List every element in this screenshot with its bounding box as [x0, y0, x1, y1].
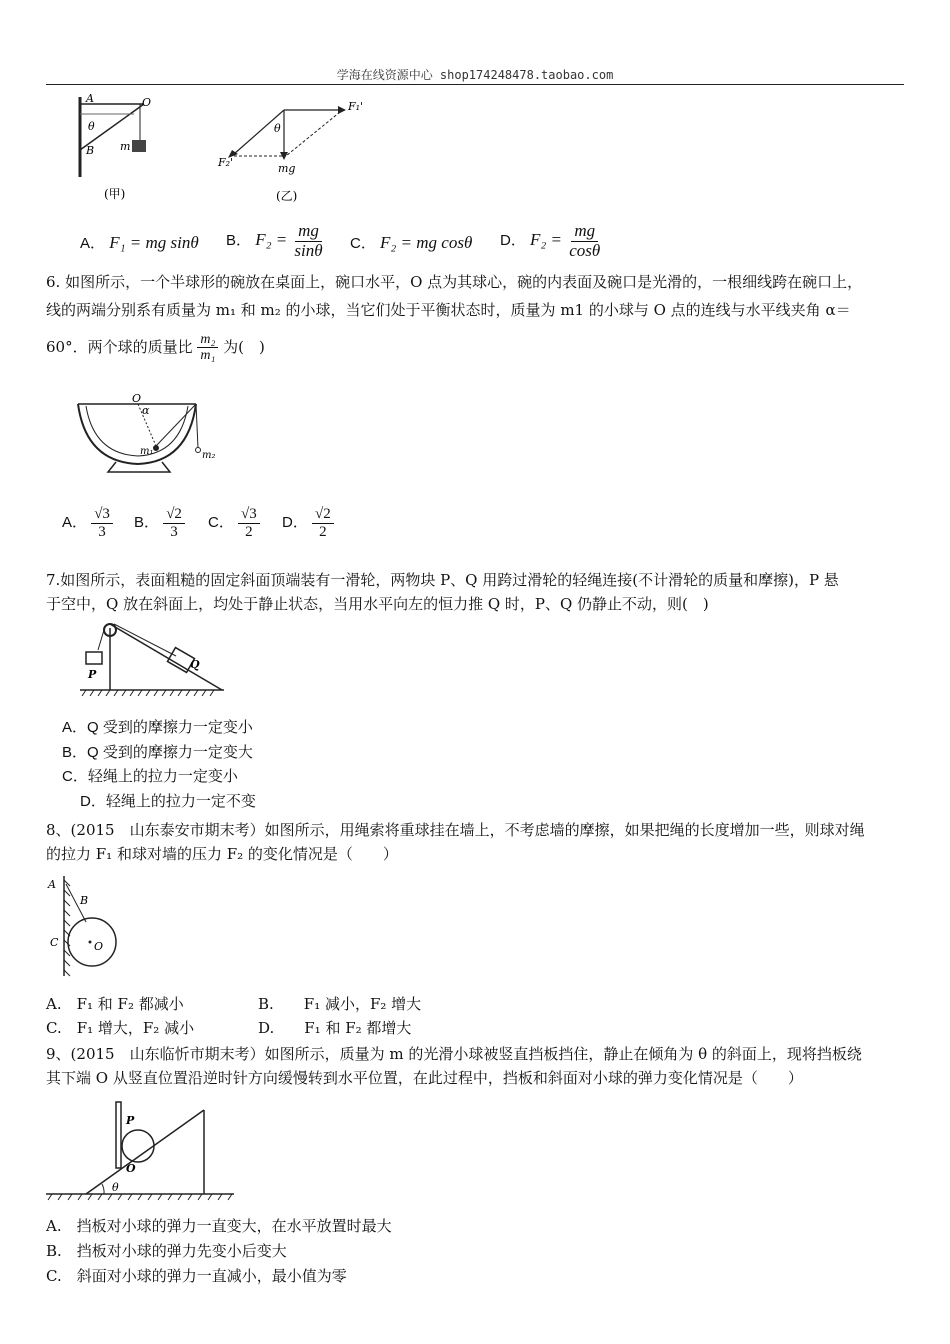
label-B: B [80, 894, 89, 907]
label-A: A [86, 92, 94, 105]
header-rule [46, 84, 904, 85]
q8-option-c: C. F₁ 增大，F₂ 减小 [46, 1019, 195, 1037]
page-header: 学海在线资源中心 shop174248478.taobao.com [336, 68, 614, 82]
figure-7-incline [80, 614, 230, 698]
label-O: O [94, 940, 104, 953]
q7-option-d: D．轻绳上的拉力一定不变 [80, 793, 256, 810]
figure-5b [216, 96, 366, 212]
q9-line1: 9、(2015 山东临忻市期末考）如图所示，质量为 m 的光滑小球被竖直挡板挡住，静止在倾角为 θ 的斜面上，现将挡板绕 [46, 1045, 862, 1063]
q6-option-d: D． $\frac{√2}{2}$ [282, 506, 334, 540]
label-P: P [126, 1114, 135, 1127]
label-mg: mg [278, 162, 296, 175]
label-theta: θ [112, 1181, 119, 1194]
q5-option-d: D． F₂ = $\frac{mg}{\cos\theta}$ [500, 221, 601, 260]
q8-line1: 8、(2015 山东泰安市期末考）如图所示，用绳索将重球挂在墙上，不考虑墙的摩擦，如果把绳的长度增加一些，则球对绳 [46, 821, 865, 839]
q7-option-c: C．轻绳上的拉力一定变小 [62, 768, 238, 785]
q7-option-a: A．Q 受到的摩擦力一定变小 [62, 719, 253, 736]
q6-line3: 60°．两个球的质量比 $\frac{\text{m₂}}{\text{m₁}}$ 为( ) [46, 332, 265, 364]
label-O: O [126, 1162, 136, 1175]
label-Q: Q [190, 658, 200, 671]
label-B: B [86, 144, 95, 157]
figure-6-bowl [76, 392, 226, 472]
q6-line2: 线的两端分别系有质量为 m₁ 和 m₂ 的小球，当它们处于平衡状态时，质量为 m1 的小球与 O 点的连线与水平线夹角 α＝ [46, 301, 851, 319]
label-alpha: α [142, 404, 150, 417]
figure-8-ball [46, 872, 126, 982]
label-O: O [132, 392, 142, 405]
q5-option-b: B． F₂ = $\frac{mg}{\sin\theta}$ [226, 221, 323, 260]
q7-line2: 于空中，Q 放在斜面上，均处于静止状态，当用水平向左的恒力推 Q 时，P、Q 仍静止不动，则( ) [46, 595, 709, 613]
q5-option-a: A． F₁ = mg sinθ [80, 233, 199, 252]
q7-option-b: B．Q 受到的摩擦力一定变大 [62, 744, 253, 761]
q6-option-b: B． $\frac{√2}{3}$ [134, 506, 185, 540]
q7-line1: 7.如图所示，表面粗糙的固定斜面顶端装有一滑轮，两物块 P、Q 用跨过滑轮的轻绳连接(不计滑轮的质量和摩擦)，P 悬 [46, 571, 839, 589]
caption-yi: (乙) [276, 189, 298, 203]
q8-option-d: D. F₁ 和 F₂ 都增大 [258, 1019, 412, 1037]
q9-line2: 其下端 O 从竖直位置沿逆时针方向缓慢转到水平位置，在此过程中，挡板和斜面对小球的弹力变化情况是（ ） [46, 1069, 803, 1087]
label-P: P [88, 668, 97, 681]
q8-option-b: B. F₁ 减小，F₂ 增大 [258, 995, 422, 1013]
label-theta: θ [88, 120, 95, 133]
q8-line2: 的拉力 F₁ 和球对墙的压力 F₂ 的变化情况是（ ） [46, 845, 398, 863]
q9-option-b: B. 挡板对小球的弹力先变小后变大 [46, 1242, 287, 1260]
q9-option-a: A. 挡板对小球的弹力一直变大，在水平放置时最大 [46, 1217, 392, 1235]
label-F1: F₁' [348, 100, 364, 113]
q6-option-a: A． $\frac{√3}{3}$ [62, 506, 113, 540]
label-C: C [50, 936, 59, 949]
label-F2: F₂' [218, 156, 234, 169]
q8-option-a: A. F₁ 和 F₂ 都减小 [46, 995, 184, 1013]
label-O: O [142, 96, 152, 109]
figure-9-incline [46, 1094, 236, 1206]
caption-jia: (甲) [104, 187, 126, 201]
label-A: A [48, 878, 56, 891]
q9-option-c: C. 斜面对小球的弹力一直减小，最小值为零 [46, 1267, 347, 1285]
q6-option-c: C． $\frac{√3}{2}$ [208, 506, 260, 540]
figure-5a [74, 92, 164, 212]
label-theta-b: θ [274, 122, 281, 135]
q6-line1: 6. 如图所示，一个半球形的碗放在桌面上，碗口水平，O 点为其球心，碗的内表面及碗口是光滑的，一根细线跨在碗口上， [46, 273, 863, 291]
label-m2: m₂ [202, 450, 216, 461]
q5-option-c: C． F₂ = mg cosθ [350, 233, 473, 252]
label-m: m [120, 140, 131, 153]
label-m1: m₁ [140, 446, 154, 457]
